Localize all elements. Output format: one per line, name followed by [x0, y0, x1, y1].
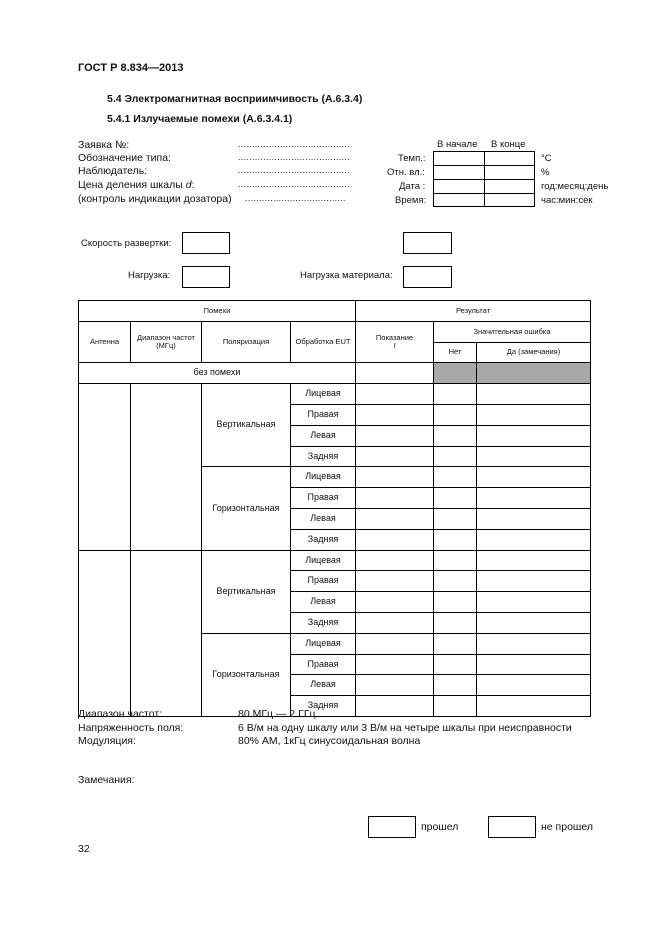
cell-yes[interactable] [477, 384, 591, 405]
field-observer-label: Наблюдатель: [78, 165, 148, 177]
material-load-label: Нагрузка материала: [300, 270, 393, 281]
side-right: Правая [291, 571, 356, 592]
pol-horizontal: Горизонтальная [202, 633, 291, 716]
page-number: 32 [78, 843, 90, 855]
remarks-label: Замечания: [78, 774, 135, 786]
side-left: Левая [291, 425, 356, 446]
side-front: Лицевая [291, 384, 356, 405]
cell-no[interactable] [434, 633, 477, 654]
col-range-header: Диапазон частот (МГц) [131, 321, 202, 363]
load-box[interactable] [182, 266, 230, 288]
cell-yes[interactable] [477, 571, 591, 592]
cell-no[interactable] [434, 571, 477, 592]
cell-yes-gray [477, 363, 591, 384]
cell-range[interactable] [131, 550, 202, 716]
cell-yes[interactable] [477, 446, 591, 467]
date-label: Дата : [399, 181, 426, 192]
cell-yes[interactable] [477, 488, 591, 509]
cell-yes[interactable] [477, 675, 591, 696]
cell-antenna[interactable] [79, 384, 131, 550]
col-reading-header [356, 321, 434, 363]
time-label: Время: [395, 195, 427, 206]
date-unit: год:месяц:день [541, 181, 609, 192]
cell-reading[interactable] [356, 550, 434, 571]
freq-value: 80 МГц — 2 ГГц [238, 708, 316, 720]
cell-yes[interactable] [477, 592, 591, 613]
pol-vertical: Вертикальная [202, 384, 291, 467]
field-scale-label: Цена деления шкалы d: [78, 179, 195, 191]
cell-no[interactable] [434, 467, 477, 488]
cell-yes[interactable] [477, 550, 591, 571]
temp-unit: °C [541, 153, 552, 164]
time-unit: час:мин:сек [541, 195, 593, 206]
conditions-grid [433, 151, 535, 207]
cell-no[interactable] [434, 592, 477, 613]
cell-reading[interactable] [356, 529, 434, 550]
cell-no[interactable] [434, 384, 477, 405]
side-right: Правая [291, 404, 356, 425]
cell-no[interactable] [434, 550, 477, 571]
cell-reading[interactable] [356, 571, 434, 592]
cell-no[interactable] [434, 508, 477, 529]
cell-no[interactable] [434, 446, 477, 467]
field-dispenser-input[interactable]: .................................... [245, 193, 346, 203]
cell-no[interactable] [434, 612, 477, 633]
no-interference-row: без помехи [79, 363, 356, 384]
cell-no[interactable] [434, 696, 477, 717]
subsection-title: 5.4.1 Излучаемые помехи (А.6.3.4.1) [107, 113, 293, 125]
side-front: Лицевая [291, 633, 356, 654]
cell-no[interactable] [434, 654, 477, 675]
cell-yes[interactable] [477, 633, 591, 654]
col-start-label: В начале [437, 139, 478, 150]
side-right: Правая [291, 654, 356, 675]
load-label: Нагрузка: [128, 270, 171, 281]
cell-antenna[interactable] [79, 550, 131, 716]
cell-yes[interactable] [477, 404, 591, 425]
cell-yes[interactable] [477, 654, 591, 675]
passed-label: прошел [421, 821, 459, 833]
cell-no[interactable] [434, 404, 477, 425]
col-polarization-header: Поляризация [202, 321, 291, 363]
cell-yes[interactable] [477, 425, 591, 446]
standard-header: ГОСТ Р 8.834—2013 [78, 62, 184, 74]
group-interference-header: Помехи [79, 301, 356, 322]
scan-speed-box[interactable] [182, 232, 230, 254]
humidity-unit: % [541, 167, 550, 178]
cell-reading[interactable] [356, 633, 434, 654]
field-strength-value: 6 В/м на одну шкалу или 3 В/м на четыре шкалы при неисправности [238, 722, 572, 734]
side-right: Правая [291, 488, 356, 509]
side-back: Задняя [291, 529, 356, 550]
cell-reading[interactable] [356, 612, 434, 633]
passed-checkbox[interactable] [368, 816, 416, 838]
field-application-input[interactable]: ........................................ [238, 139, 351, 149]
cell-yes[interactable] [477, 467, 591, 488]
failed-checkbox[interactable] [488, 816, 536, 838]
col-processing-header: Обработка EUT [291, 321, 356, 363]
cell-range[interactable] [131, 384, 202, 550]
cell-reading[interactable] [356, 404, 434, 425]
cell-reading[interactable] [356, 446, 434, 467]
side-left: Левая [291, 508, 356, 529]
scan-speed-label: Скорость развертки: [81, 238, 172, 249]
humidity-label: Отн. вл.: [387, 167, 425, 178]
cell-reading[interactable] [356, 363, 434, 384]
cell-yes[interactable] [477, 529, 591, 550]
cell-no[interactable] [434, 529, 477, 550]
reading-label: Показание [375, 332, 414, 342]
cell-reading[interactable] [356, 425, 434, 446]
results-table [78, 300, 591, 717]
pol-vertical: Вертикальная [202, 550, 291, 633]
cell-reading[interactable] [356, 508, 434, 529]
cell-reading[interactable] [356, 592, 434, 613]
cell-no-gray [434, 363, 477, 384]
side-front: Лицевая [291, 550, 356, 571]
scan-speed-box-2[interactable] [403, 232, 452, 254]
modulation-value: 80% АМ, 1кГц синусоидальная волна [238, 735, 421, 747]
modulation-label: Модуляция: [78, 735, 136, 747]
pol-horizontal: Горизонтальная [202, 467, 291, 550]
col-sig-error-header: Значительная ошибка [434, 321, 591, 342]
cell-reading[interactable] [356, 467, 434, 488]
cell-reading[interactable] [356, 384, 434, 405]
field-type-label: Обозначение типа: [78, 152, 171, 164]
col-no-header: Нет [434, 342, 477, 363]
temp-label: Темп.: [398, 153, 426, 164]
field-type-input[interactable]: ........................................ [238, 152, 351, 162]
cell-reading[interactable] [356, 696, 434, 717]
col-end-label: В конце [491, 139, 526, 150]
cell-yes[interactable] [477, 696, 591, 717]
side-back: Задняя [291, 696, 356, 717]
field-application-label: Заявка №: [78, 139, 130, 151]
cell-no[interactable] [434, 675, 477, 696]
cell-reading[interactable] [356, 488, 434, 509]
side-left: Левая [291, 592, 356, 613]
cell-no[interactable] [434, 488, 477, 509]
cell-reading[interactable] [356, 654, 434, 675]
side-left: Левая [291, 675, 356, 696]
side-front: Лицевая [291, 467, 356, 488]
group-result-header: Результат [356, 301, 591, 322]
col-antenna-header: Антенна [79, 321, 131, 363]
cell-no[interactable] [434, 425, 477, 446]
cell-yes[interactable] [477, 612, 591, 633]
cell-reading[interactable] [356, 675, 434, 696]
reading-symbol: I [393, 341, 396, 351]
field-dispenser-label: (контроль индикации дозатора) [78, 193, 232, 205]
material-load-box[interactable] [403, 266, 452, 288]
cell-yes[interactable] [477, 508, 591, 529]
side-back: Задняя [291, 446, 356, 467]
field-scale-input[interactable]: ........................................ [238, 179, 351, 189]
failed-label: не прошел [541, 821, 593, 833]
section-title: 5.4 Электромагнитная восприимчивость (А.6.3.4) [107, 93, 363, 105]
freq-label: Диапазон частот: [78, 708, 163, 720]
field-observer-input[interactable]: ........................................ [238, 165, 351, 175]
side-back: Задняя [291, 612, 356, 633]
col-yes-header: Да (замечания) [477, 342, 591, 363]
field-strength-label: Напряженность поля: [78, 722, 184, 734]
